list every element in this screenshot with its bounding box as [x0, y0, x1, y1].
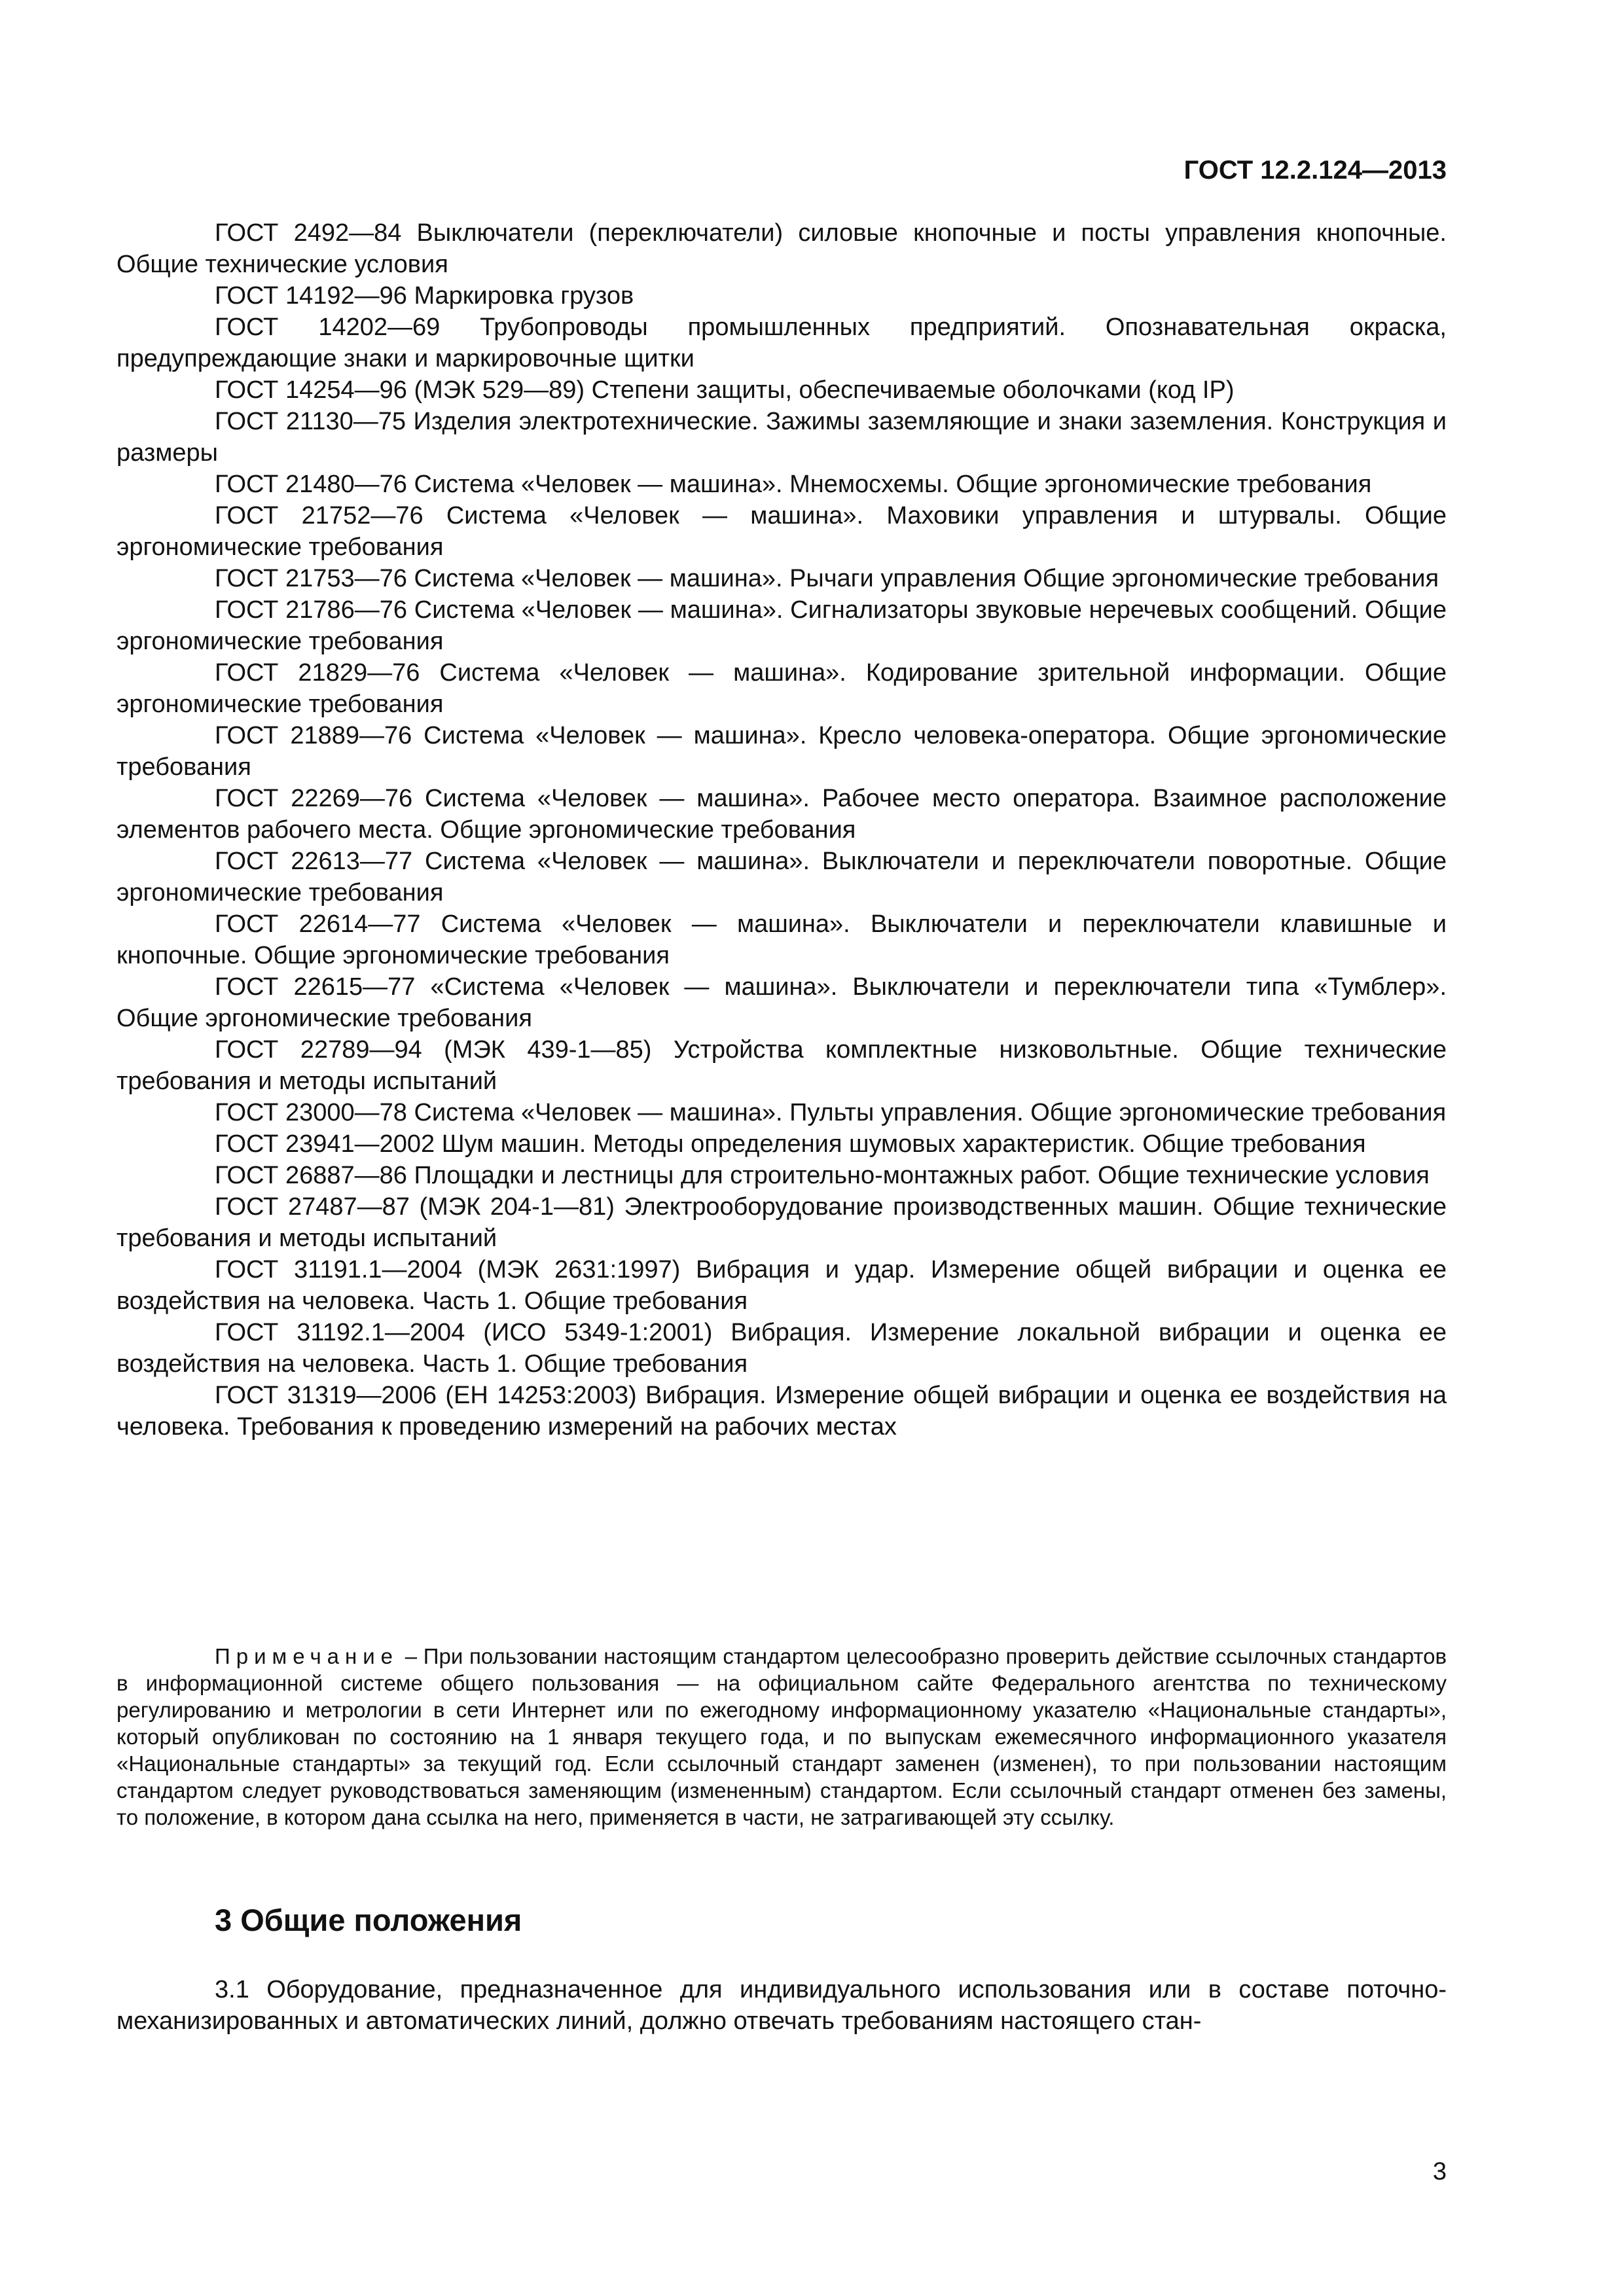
reference-item: ГОСТ 21753—76 Система «Человек — машина». Рычаги управления Общие эргономические требования: [215, 565, 1439, 592]
reference-item: ГОСТ 21829—76 Система «Человек — машина». Кодирование зрительной информации. Общие эргономические требования: [117, 659, 1447, 718]
reference-item: ГОСТ 14202—69 Трубопроводы промышленных предприятий. Опознавательная окраска, предупреждающие знаки и маркировочные щитки: [117, 314, 1447, 372]
reference-item: ГОСТ 21752—76 Система «Человек — машина». Маховики управления и штурвалы. Общие эргономические требования: [117, 502, 1447, 561]
reference-item: ГОСТ 27487—87 (МЭК 204-1—81) Электрооборудование производственных машин. Общие технические требования и методы испытаний: [117, 1193, 1447, 1252]
section-paragraph: 3.1 Оборудование, предназначенное для индивидуального использования или в составе поточно-механизированных и автоматических линий, должно отвечать требованиям настоящего стан-: [117, 1976, 1447, 2035]
reference-item: ГОСТ 22269—76 Система «Человек — машина». Рабочее место оператора. Взаимное расположение элементов рабочего места. Общие эргономические требования: [117, 785, 1447, 844]
reference-item: ГОСТ 21889—76 Система «Человек — машина». Кресло человека-оператора. Общие эргономические требования: [117, 722, 1447, 781]
reference-item: ГОСТ 31319—2006 (ЕН 14253:2003) Вибрация. Измерение общей вибрации и оценка ее воздействия на человека. Требования к проведению измерений на рабочих местах: [117, 1382, 1447, 1441]
reference-item: ГОСТ 21130—75 Изделия электротехнические. Зажимы заземляющие и знаки заземления. Конструкция и размеры: [117, 408, 1447, 467]
reference-item: ГОСТ 22613—77 Система «Человек — машина». Выключатели и переключатели поворотные. Общие эргономические требования: [117, 848, 1447, 906]
section-title: 3 Общие положения: [215, 1903, 522, 1937]
reference-item: ГОСТ 22614—77 Система «Человек — машина». Выключатели и переключатели клавишные и кнопочные. Общие эргономические требования: [117, 910, 1447, 969]
note-label: Примечание: [215, 1644, 399, 1668]
reference-item: ГОСТ 14254—96 (МЭК 529—89) Степени защиты, обеспечиваемые оболочками (код IP): [215, 376, 1235, 404]
reference-item: ГОСТ 31192.1—2004 (ИСО 5349-1:2001) Вибрация. Измерение локальной вибрации и оценка ее воздействия на человека. Часть 1. Общие требования: [117, 1319, 1447, 1378]
reference-item: ГОСТ 14192—96 Маркировка грузов: [215, 282, 634, 310]
document-page: [117, 0, 1447, 2296]
reference-item: ГОСТ 23941—2002 Шум машин. Методы определения шумовых характеристик. Общие требования: [215, 1130, 1366, 1158]
reference-item: ГОСТ 23000—78 Система «Человек — машина». Пульты управления. Общие эргономические требования: [215, 1099, 1447, 1126]
normative-references-list: [117, 217, 1447, 1443]
note-paragraph: [117, 1643, 1447, 1831]
reference-item: ГОСТ 31191.1—2004 (МЭК 2631:1997) Вибрация и удар. Измерение общей вибрации и оценка ее воздействия на человека. Часть 1. Общие требования: [117, 1256, 1447, 1315]
reference-item: ГОСТ 21786—76 Система «Человек — машина». Сигнализаторы звуковые неречевых сообщений. Общие эргономические требования: [117, 596, 1447, 655]
reference-item: ГОСТ 22615—77 «Система «Человек — машина». Выключатели и переключатели типа «Тумблер». Общие эргономические требования: [117, 973, 1447, 1032]
reference-item: ГОСТ 21480—76 Система «Человек — машина». Мнемосхемы. Общие эргономические требования: [215, 471, 1372, 498]
standard-header: ГОСТ 12.2.124—2013: [1183, 156, 1447, 185]
reference-item: ГОСТ 2492—84 Выключатели (переключатели) силовые кнопочные и посты управления кнопочные. Общие технические условия: [117, 219, 1447, 278]
reference-item: ГОСТ 26887—86 Площадки и лестницы для строительно-монтажных работ. Общие технические условия: [215, 1162, 1430, 1189]
reference-item: ГОСТ 22789—94 (МЭК 439-1—85) Устройства комплектные низковольтные. Общие технические требования и методы испытаний: [117, 1036, 1447, 1095]
page-number: 3: [1432, 2158, 1447, 2185]
note-text: – При пользовании настоящим стандартом целесообразно проверить действие ссылочных стандартов в информационной системе общего пользования — на официальном сайте Федерального агентства по техническому регулированию и метрологии в сети Интернет или по ежегодному информационному указателю «Национальные стандарты», который опубликован по состоянию на 1 января текущего года, и по выпускам ежемесячного информационного указателя «Национальные стандарты» за текущий год. Если ссылочный стандарт заменен (изменен), то при пользовании настоящим стандартом следует руководствоваться заменяющим (измененным) стандартом. Если ссылочный стандарт отменен без замены, то положение, в котором дана ссылка на него, применяется в части, не затрагивающей эту ссылку.: [117, 1644, 1447, 1829]
